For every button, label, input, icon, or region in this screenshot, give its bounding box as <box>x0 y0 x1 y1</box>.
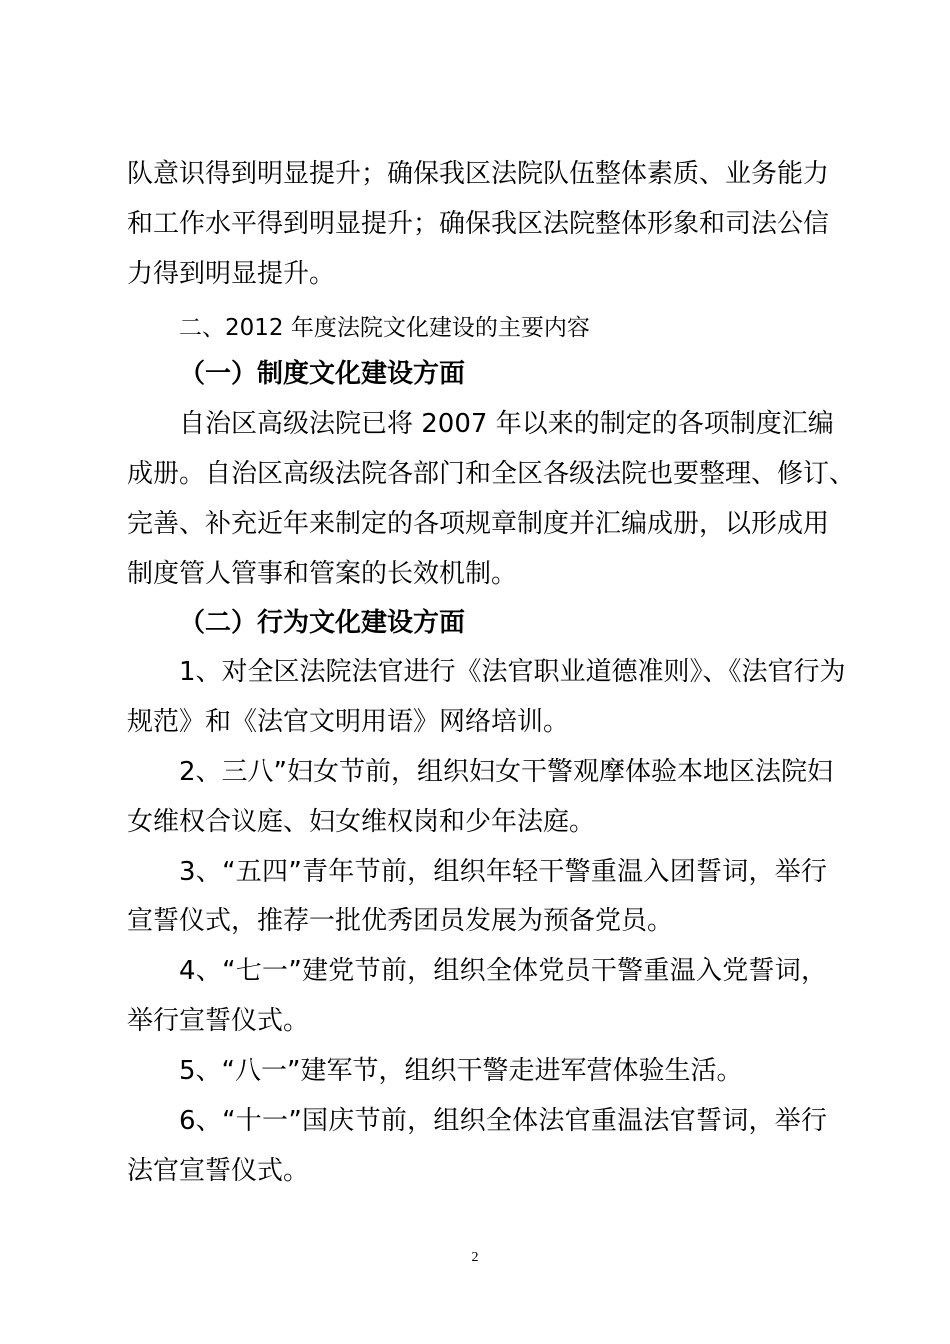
list-item-line: 规范》和《法官文明用语》网络培训。 <box>127 707 570 737</box>
list-item-line: 1、对全区法院法官进行《法官职业道德准则》、《法官行为 <box>179 657 846 687</box>
list-item-line: 2、三八”妇女节前，组织妇女干警观摩体验本地区法院妇 <box>179 757 834 787</box>
list-item-line: 5、“八一”建军节，组织干警走进军营体验生活。 <box>179 1056 743 1086</box>
list-item-line: 3、“五四”青年节前，组织年轻干警重温入团誓词，举行 <box>179 857 827 887</box>
list-item-line: 女维权合议庭、妇女维权岗和少年法庭。 <box>127 807 596 837</box>
body-text-line: 力得到明显提升。 <box>127 259 336 289</box>
list-item-line: 法官宣誓仪式。 <box>127 1156 310 1186</box>
body-text-line: 和工作水平得到明显提升；确保我区法院整体形象和司法公信 <box>127 209 830 239</box>
section-heading: 二、2012 年度法院文化建设的主要内容 <box>179 315 590 341</box>
body-text-line: 队意识得到明显提升；确保我区法院队伍整体素质、业务能力 <box>127 159 830 189</box>
list-item-line: 4、“七一”建党节前，组织全体党员干警重温入党誓词， <box>179 956 827 986</box>
list-item-line: 宣誓仪式，推荐一批优秀团员发展为预备党员。 <box>127 906 674 936</box>
subsection-heading: （一）制度文化建设方面 <box>179 359 466 389</box>
body-text-line: 成册。自治区高级法院各部门和全区各级法院也要整理、修订、 <box>127 459 856 489</box>
body-text-line: 制度管人管事和管案的长效机制。 <box>127 559 518 589</box>
subsection-heading: （二）行为文化建设方面 <box>179 608 466 638</box>
list-item-line: 6、“十一”国庆节前，组织全体法官重温法官誓词，举行 <box>179 1106 827 1136</box>
body-text-line: 完善、补充近年来制定的各项规章制度并汇编成册，以形成用 <box>127 509 830 539</box>
page-number: 2 <box>471 1250 479 1265</box>
list-item-line: 举行宣誓仪式。 <box>127 1006 310 1036</box>
body-text-line: 自治区高级法院已将 2007 年以来的制定的各项制度汇编 <box>179 409 834 439</box>
